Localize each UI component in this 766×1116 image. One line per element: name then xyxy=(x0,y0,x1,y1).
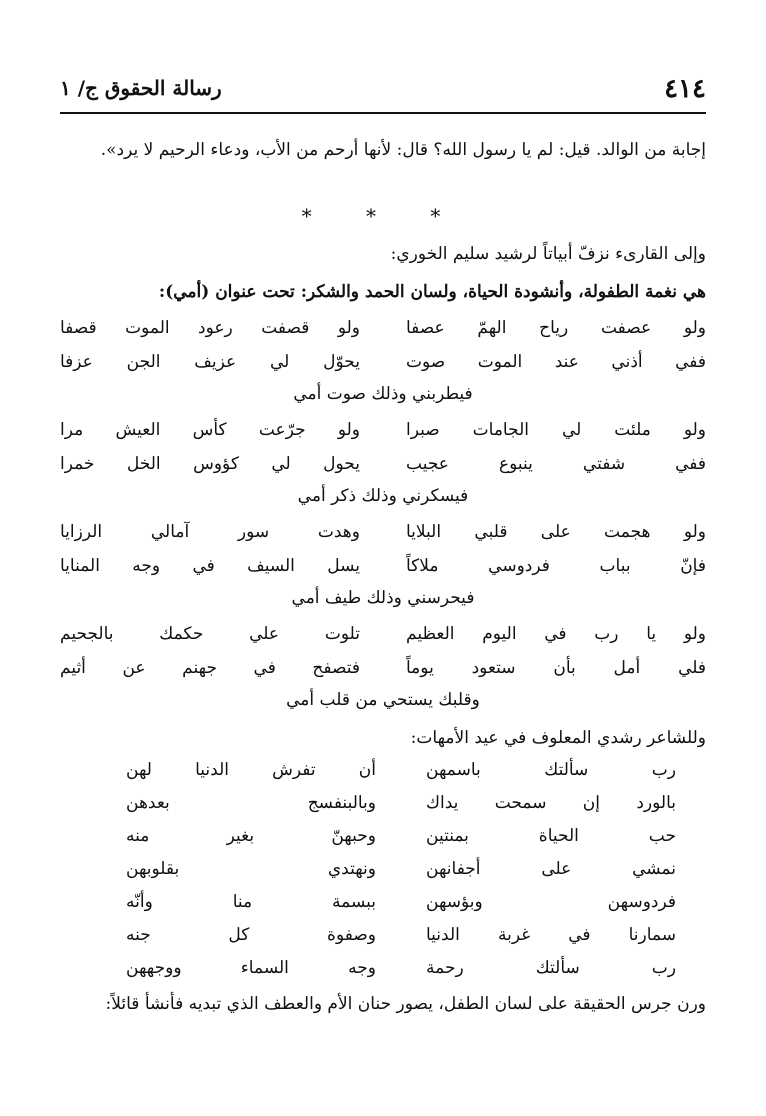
verse-line xyxy=(60,658,706,692)
verse-second-hemistich: ونهتدي بقلوبهن xyxy=(126,859,376,879)
verse-line xyxy=(60,454,706,488)
verse-line xyxy=(60,556,706,590)
intro-ummi-title: هي نغمة الطفولة، وأنشودة الحياة، ولسان الحمد والشكر: تحت عنوان (أمي): xyxy=(158,282,706,302)
header-rule xyxy=(60,112,706,114)
verse-line xyxy=(60,352,706,386)
page-header xyxy=(60,60,706,110)
intro-khoury: وإلى القارىء نزفّ أبياتاً لرشيد سليم الخوري: xyxy=(390,244,706,264)
verse-first-hemistich: رب سألتك رحمة xyxy=(426,958,676,978)
verse-second-hemistich: وهدت سور آمالي الرزايا xyxy=(60,522,360,542)
verse-first-hemistich: ولو هجمت على قلبي البلايا xyxy=(406,522,706,542)
verse-first-hemistich: ففي شفتي ينبوع عجيب xyxy=(406,454,706,474)
intro-maalouf: وللشاعر رشدي المعلوف في عيد الأمهات: xyxy=(410,728,706,748)
verse-first-hemistich: ولو ملئت لي الجامات صبرا xyxy=(406,420,706,440)
page-number: ٤١٤ xyxy=(664,74,706,104)
verse-second-hemistich: يحول لي كؤوس الخل خمرا xyxy=(60,454,360,474)
verse-first-hemistich: ولو عصفت رياح الهمّ عصفا xyxy=(406,318,706,338)
verse-first-hemistich: سمارنا في غربة الدنيا xyxy=(426,925,676,945)
verse-second-hemistich: وصفوة كل جنه xyxy=(126,925,376,945)
verse-first-hemistich: نمشي على أجفانهن xyxy=(426,859,676,879)
verse-second-hemistich: ولو جرّعت كأس العيش مرا xyxy=(60,420,360,440)
verse-line xyxy=(96,958,676,992)
verse-line xyxy=(96,859,676,893)
verse-first-hemistich: فلي أمل بأن ستعود يوماً xyxy=(406,658,706,678)
verse-first-hemistich: ففي أذني عند الموت صوت xyxy=(406,352,706,372)
verse-second-hemistich: وبالبنفسج بعدهن xyxy=(126,793,376,813)
verse-second-hemistich: ولو قصفت رعود الموت قصفا xyxy=(60,318,360,338)
verse-first-hemistich: فردوسهن وبؤسهن xyxy=(426,892,676,912)
verse-line xyxy=(60,420,706,454)
running-title: رسالة الحقوق ج/ ١ xyxy=(60,76,222,100)
verse-refrain: فيطربني وذلك صوت أمي xyxy=(293,384,473,404)
verse-first-hemistich: فإنّ بباب فردوسي ملاكاً xyxy=(406,556,706,576)
verse-refrain: وقلبك يستحي من قلب أمي xyxy=(286,690,480,710)
verse-line xyxy=(60,318,706,352)
verse-second-hemistich: أن تفرش الدنيا لهن xyxy=(126,760,376,780)
paragraph-child-voice: ورن جرس الحقيقة على لسان الطفل، يصور حنان الأم والعطف الذي تبديه فأنشأ قائلاً: xyxy=(105,994,706,1014)
verse-second-hemistich: يسل السيف في وجه المنايا xyxy=(60,556,360,576)
verse-line xyxy=(96,892,676,926)
verse-first-hemistich: ولو يا رب في اليوم العظيم xyxy=(406,624,706,644)
verse-first-hemistich: رب سألتك باسمهن xyxy=(426,760,676,780)
verse-line xyxy=(96,826,676,860)
verse-line xyxy=(96,793,676,827)
verse-line xyxy=(60,522,706,556)
paragraph-hadith-end: إجابة من الوالد. قيل: لم يا رسول الله؟ قال: لأنها أرحم من الأب، ودعاء الرحيم لا يرد». xyxy=(100,140,706,160)
verse-second-hemistich: يحوّل لي عزيف الجن عزفا xyxy=(60,352,360,372)
verse-second-hemistich: ببسمة منا وأنّه xyxy=(126,892,376,912)
verse-refrain: فيحرسني وذلك طيف أمي xyxy=(291,588,475,608)
verse-first-hemistich: حب الحياة بمنتين xyxy=(426,826,676,846)
verse-second-hemistich: تلوت علي حكمك بالجحيم xyxy=(60,624,360,644)
section-separator: * * * xyxy=(301,204,465,228)
verse-line xyxy=(96,760,676,794)
verse-second-hemistich: فتصفح في جهنم عن أثيم xyxy=(60,658,360,678)
verse-second-hemistich: وجه السماء ووجههن xyxy=(126,958,376,978)
verse-second-hemistich: وحبهنّ بغير منه xyxy=(126,826,376,846)
verse-refrain: فيسكرني وذلك ذكر أمي xyxy=(297,486,469,506)
verse-first-hemistich: بالورد إن سمحت يداك xyxy=(426,793,676,813)
verse-line xyxy=(60,624,706,658)
verse-line xyxy=(96,925,676,959)
